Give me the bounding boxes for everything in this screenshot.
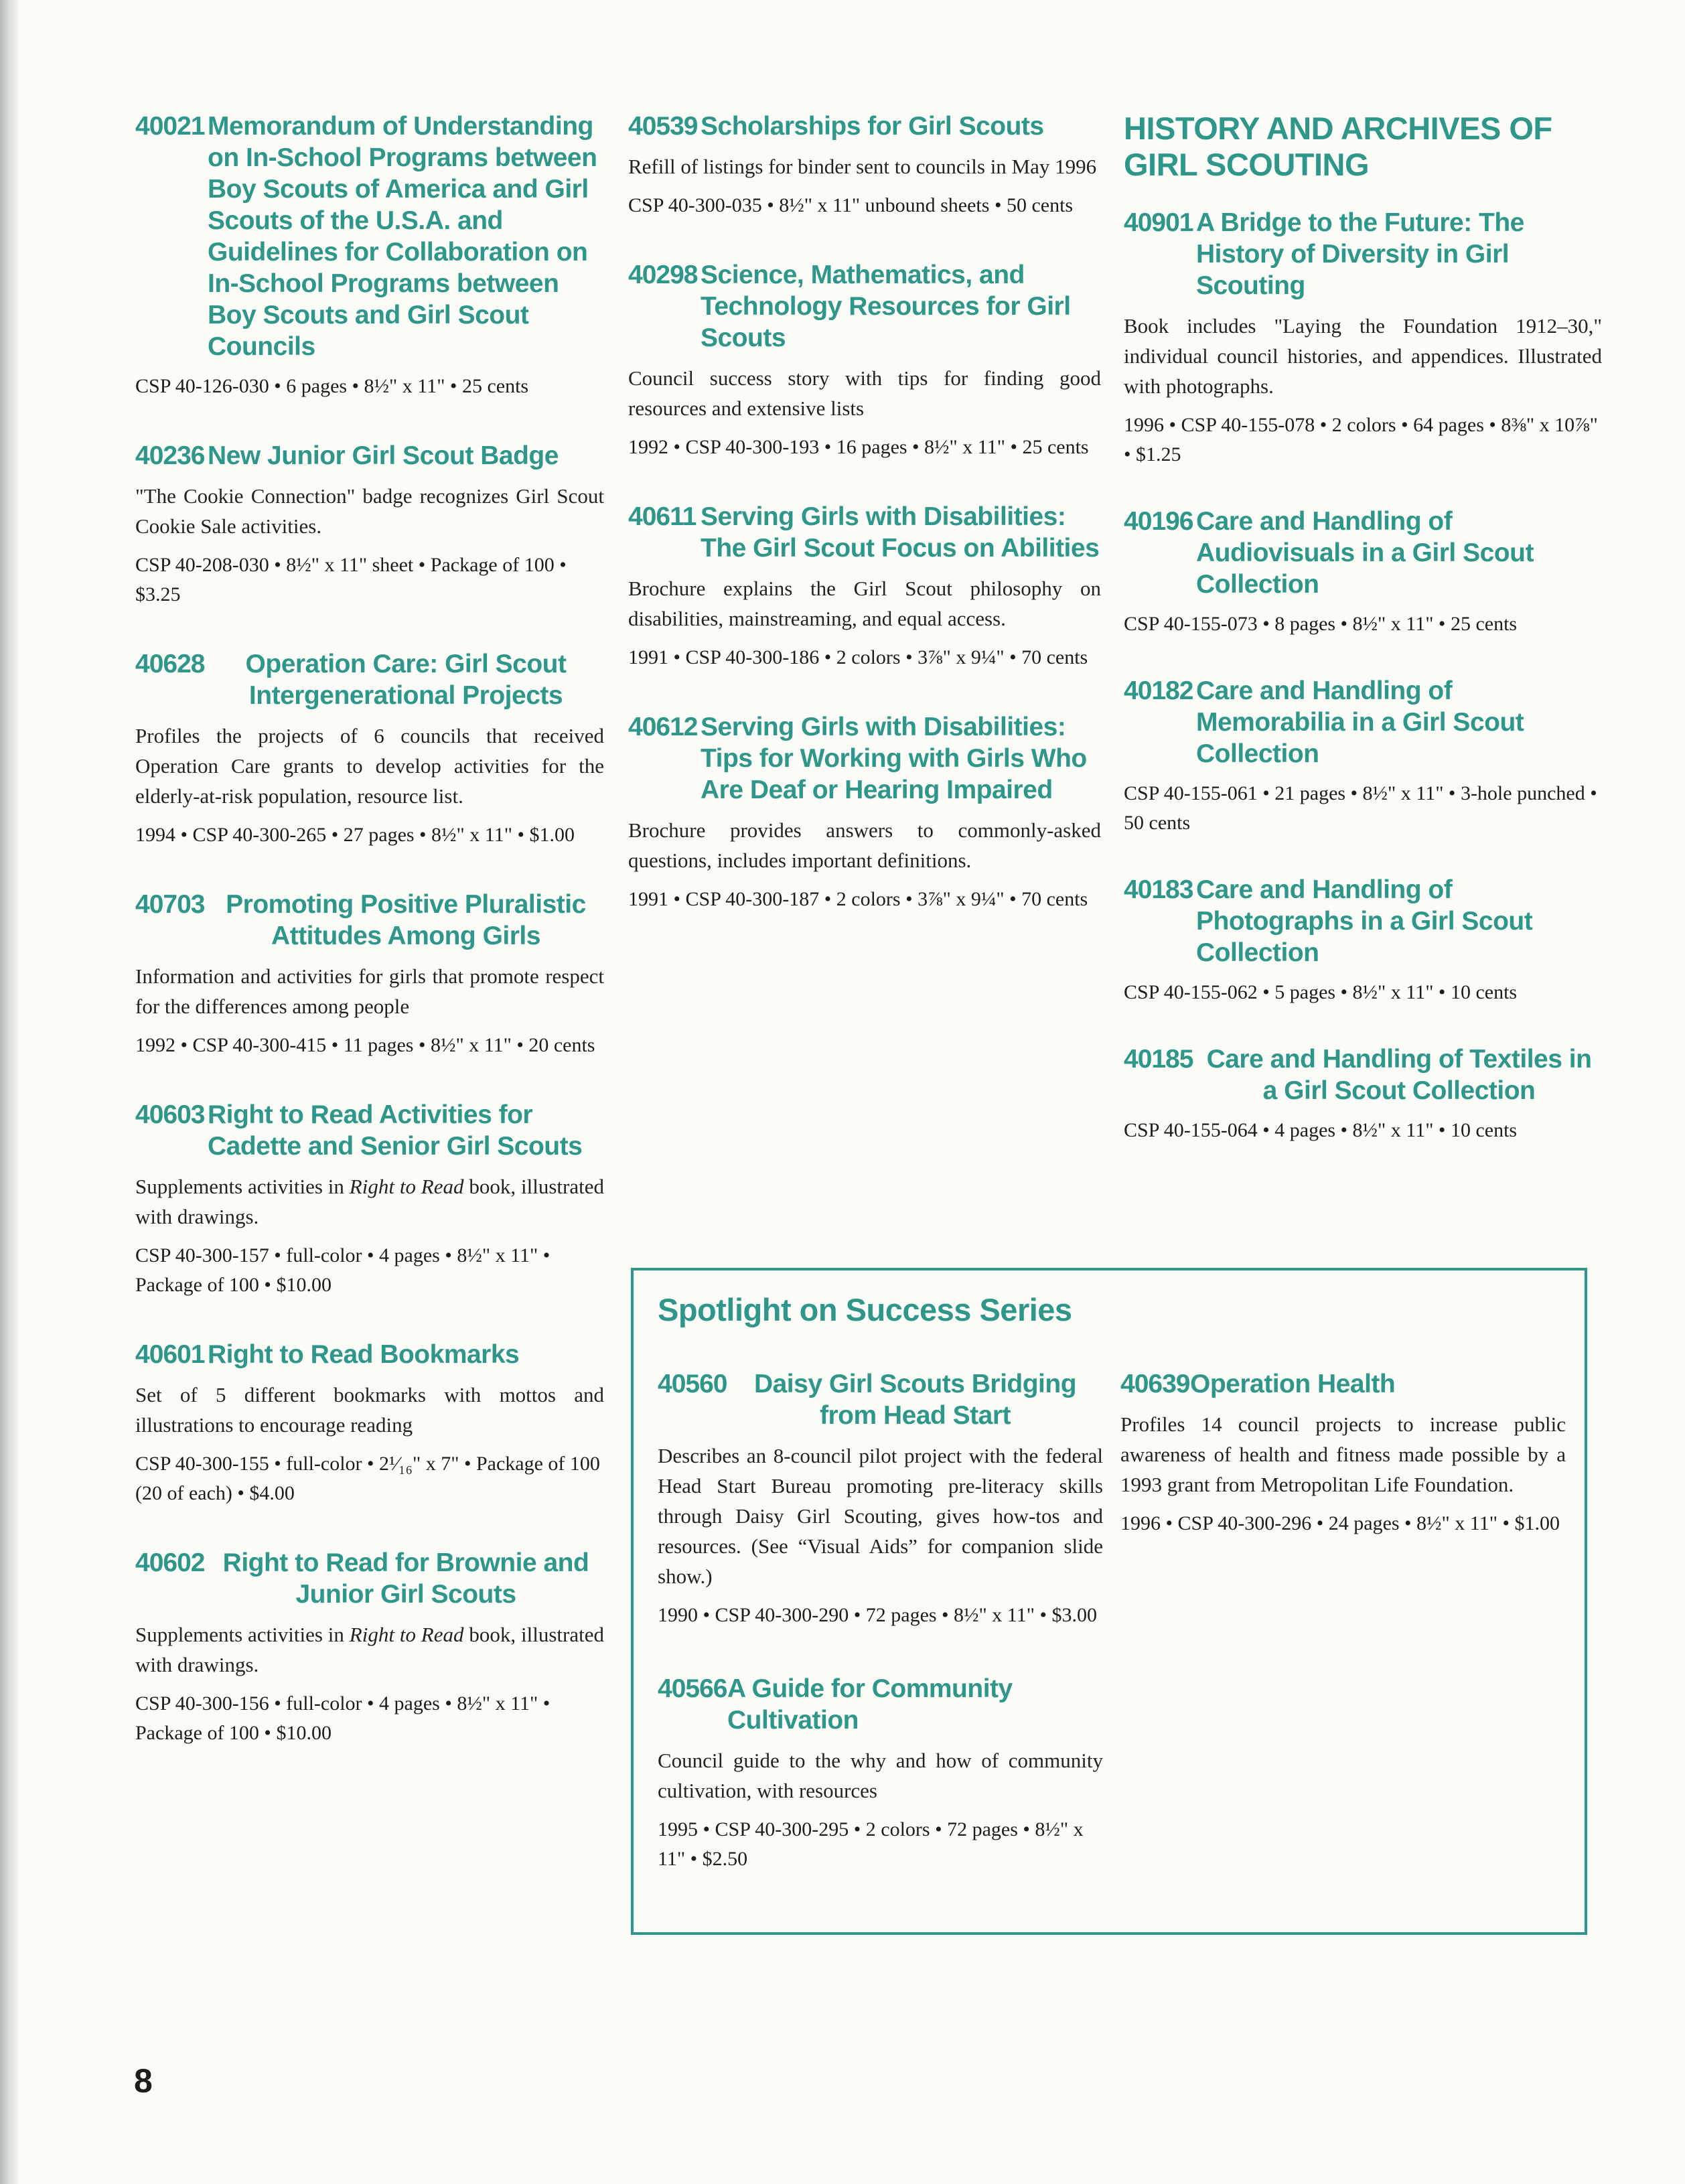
entry-header xyxy=(1124,874,1602,968)
entry-header xyxy=(135,648,604,711)
entry-40703 xyxy=(135,889,604,1060)
entry-header xyxy=(135,440,604,471)
entry-description: Refill of listings for binder sent to councils in May 1996 xyxy=(628,155,1097,178)
entry-header xyxy=(1124,506,1602,600)
spotlight-column-left xyxy=(658,1368,1103,1917)
entry-spec: CSP 40-126-030 • 6 pages • 8½" x 11" • 25 cents xyxy=(135,375,529,397)
entry-title: Serving Girls with Disabilities: The Girl Scout Focus on Abilities xyxy=(701,502,1100,563)
entry-spec: 1992 • CSP 40-300-415 • 11 pages • 8½" x 11" • 20 cents xyxy=(135,1034,595,1056)
entry-description: Describes an 8-council pilot project with the federal Head Start Bureau promoting pre-literacy skills through Daisy Girl Scouting, gives how-tos and resources. (See “Visual Aids” for companion slide show.) xyxy=(658,1444,1103,1588)
entry-spec: CSP 40-208-030 • 8½" x 11" sheet • Package of 100 • $3.25 xyxy=(135,554,567,605)
entry-40539 xyxy=(628,111,1101,220)
entry-description: Book includes "Laying the Foundation 1912–30," individual council histories, and appendices. Illustrated with photographs. xyxy=(1124,314,1602,398)
entry-header xyxy=(135,1547,604,1610)
entry-title: Care and Handling of Photographs in a Girl Scout Collection xyxy=(1196,875,1533,967)
scan-edge-shadow xyxy=(0,0,20,2184)
entry-description xyxy=(135,1619,604,1680)
entry-40639 xyxy=(1120,1368,1566,1538)
entry-number: 40183 xyxy=(1124,875,1193,904)
entry-description xyxy=(135,1171,604,1232)
entry-40196 xyxy=(1124,506,1602,639)
entry-spec: CSP 40-155-062 • 5 pages • 8½" x 11" • 10 cents xyxy=(1124,981,1518,1003)
entry-header xyxy=(628,501,1101,564)
entry-number: 40628 xyxy=(135,650,205,678)
entry-header xyxy=(1124,1043,1602,1106)
entry-header xyxy=(658,1368,1103,1431)
entry-title: Scholarships for Girl Scouts xyxy=(701,112,1044,141)
entry-spec: CSP 40-300-156 • full-color • 4 pages • 8½" x 11" • Package of 100 • $10.00 xyxy=(135,1692,551,1744)
entry-title: Memorandum of Understanding on In-School Programs between Boy Scouts of America and Girl Scouts of the U.S.A. and Guidelines for Collaboration on In-School Programs between Boy Scouts and Girl Scout Councils xyxy=(208,112,597,361)
entry-number: 40182 xyxy=(1124,676,1193,705)
entry-spec: 1992 • CSP 40-300-193 • 16 pages • 8½" x 11" • 25 cents xyxy=(628,436,1089,458)
entry-number: 40901 xyxy=(1124,208,1193,237)
entry-title: Promoting Positive Pluralistic Attitudes Among Girls xyxy=(226,890,586,950)
entry-number: 40196 xyxy=(1124,507,1193,536)
entry-spec: CSP 40-155-073 • 8 pages • 8½" x 11" • 25 cents xyxy=(1124,613,1518,635)
entry-description: Set of 5 different bookmarks with mottos and illustrations to encourage reading xyxy=(135,1383,604,1437)
desc-run: book, illustrated with drawings. xyxy=(135,1623,604,1676)
entry-spec: 1995 • CSP 40-300-295 • 2 colors • 72 pages • 8½" x 11" • $2.50 xyxy=(658,1818,1084,1870)
desc-run: Supplements activities in xyxy=(135,1175,350,1198)
entry-description: Council success story with tips for finding good resources and extensive lists xyxy=(628,366,1101,420)
entry-number: 40703 xyxy=(135,890,205,919)
entry-spec: 1990 • CSP 40-300-290 • 72 pages • 8½" x 11" • $3.00 xyxy=(658,1604,1097,1626)
entry-description: Profiles 14 council projects to increase public awareness of health and fitness made possible by a 1993 grant from Metropolitan Life Foundation. xyxy=(1120,1412,1566,1496)
entry-title: Care and Handling of Textiles in a Girl Scout Collection xyxy=(1206,1045,1592,1105)
entry-number: 40185 xyxy=(1124,1045,1193,1074)
desc-run-italic: Right to Read xyxy=(349,1175,464,1198)
entry-number: 40639 xyxy=(1120,1370,1190,1398)
entry-number: 40602 xyxy=(135,1548,205,1577)
desc-run: book, illustrated with drawings. xyxy=(135,1175,604,1228)
entry-title: Science, Mathematics, and Technology Resources for Girl Scouts xyxy=(701,261,1071,352)
entry-number: 40601 xyxy=(135,1340,205,1369)
entry-title: Operation Care: Girl Scout Intergenerational Projects xyxy=(245,650,567,710)
entry-title: Serving Girls with Disabilities: Tips for Working with Girls Who Are Deaf or Hearing Impaired xyxy=(701,713,1087,804)
entry-40560 xyxy=(658,1368,1103,1630)
entry-spec: CSP 40-155-064 • 4 pages • 8½" x 11" • 10 cents xyxy=(1124,1119,1518,1141)
entry-description: Profiles the projects of 6 councils that received Operation Care grants to develop activities for the elderly-at-risk population, resource list. xyxy=(135,724,604,808)
entry-number: 40603 xyxy=(135,1100,205,1129)
entry-40183 xyxy=(1124,874,1602,1007)
entry-40566 xyxy=(658,1673,1103,1874)
spotlight-columns xyxy=(658,1368,1566,1917)
entry-description: Brochure provides answers to commonly-asked questions, includes important definitions. xyxy=(628,818,1101,872)
entry-number: 40612 xyxy=(628,713,698,741)
entry-title: A Bridge to the Future: The History of Diversity in Girl Scouting xyxy=(1196,208,1524,300)
entry-header xyxy=(1120,1368,1566,1400)
spotlight-on-success-box xyxy=(631,1268,1587,1935)
entry-header xyxy=(658,1673,1103,1736)
entry-spec: 1991 • CSP 40-300-187 • 2 colors • 3⅞" x 9¼" • 70 cents xyxy=(628,888,1088,910)
entry-header xyxy=(1124,207,1602,301)
entry-40611 xyxy=(628,501,1101,672)
entry-header xyxy=(135,1099,604,1162)
entry-40602 xyxy=(135,1547,604,1748)
section-header-history-archives: HISTORY AND ARCHIVES OF GIRL SCOUTING xyxy=(1124,111,1552,182)
desc-run-italic: Right to Read xyxy=(349,1623,464,1646)
entry-number: 40021 xyxy=(135,112,205,141)
entry-spec: CSP 40-300-157 • full-color • 4 pages • 8½" x 11" • Package of 100 • $10.00 xyxy=(135,1244,551,1296)
entry-number: 40236 xyxy=(135,441,205,470)
entry-description: Council guide to the why and how of community cultivation, with resources xyxy=(658,1749,1103,1802)
entry-number: 40560 xyxy=(658,1370,727,1398)
desc-run: Supplements activities in xyxy=(135,1623,350,1646)
entry-40298 xyxy=(628,259,1101,462)
entry-40628 xyxy=(135,648,604,850)
entry-spec: CSP 40-155-061 • 21 pages • 8½" x 11" • 3-hole punched • 50 cents xyxy=(1124,782,1597,834)
entry-spec: 1996 • CSP 40-300-296 • 24 pages • 8½" x 11" • $1.00 xyxy=(1120,1512,1560,1534)
entry-40601 xyxy=(135,1339,604,1508)
entry-spec: 1991 • CSP 40-300-186 • 2 colors • 3⅞" x 9¼" • 70 cents xyxy=(628,646,1088,668)
entry-title: Right to Read Activities for Cadette and Senior Girl Scouts xyxy=(208,1100,583,1161)
entry-header xyxy=(628,111,1101,142)
entry-number: 40611 xyxy=(628,502,697,531)
entry-40021 xyxy=(135,111,604,401)
entry-title: New Junior Girl Scout Badge xyxy=(208,441,559,470)
entry-40603 xyxy=(135,1099,604,1300)
entry-spec: CSP 40-300-155 • full-color • 2¹⁄₁₆" x 7" • Package of 100 (20 of each) • $4.00 xyxy=(135,1453,600,1504)
entry-header xyxy=(628,711,1101,806)
entry-title: A Guide for Community Cultivation xyxy=(727,1674,1013,1735)
spotlight-box-header: Spotlight on Success Series xyxy=(658,1292,1072,1327)
page-number: 8 xyxy=(134,2062,153,2100)
entry-description: Brochure explains the Girl Scout philosophy on disabilities, mainstreaming, and equal access. xyxy=(628,577,1101,630)
entry-header xyxy=(135,111,604,362)
entry-40185 xyxy=(1124,1043,1602,1145)
entry-title: Care and Handling of Memorabilia in a Girl Scout Collection xyxy=(1196,676,1524,768)
entry-header xyxy=(628,259,1101,354)
spotlight-column-right xyxy=(1120,1368,1566,1917)
entry-40612 xyxy=(628,711,1101,914)
entry-40182 xyxy=(1124,675,1602,838)
entry-header xyxy=(135,1339,604,1370)
entry-40901 xyxy=(1124,207,1602,469)
entry-title: Care and Handling of Audiovisuals in a Girl Scout Collection xyxy=(1196,507,1534,599)
entry-number: 40539 xyxy=(628,112,698,141)
entry-title: Operation Health xyxy=(1190,1370,1396,1398)
column-middle xyxy=(628,111,1101,953)
entry-description: Information and activities for girls that promote respect for the differences among people xyxy=(135,964,604,1018)
column-left xyxy=(135,111,604,1787)
entry-title: Right to Read for Brownie and Junior Girl Scouts xyxy=(222,1548,589,1609)
entry-number: 40566 xyxy=(658,1674,727,1703)
entry-description: "The Cookie Connection" badge recognizes Girl Scout Cookie Sale activities. xyxy=(135,484,604,538)
entry-spec: CSP 40-300-035 • 8½" x 11" unbound sheets • 50 cents xyxy=(628,194,1074,216)
entry-title: Right to Read Bookmarks xyxy=(208,1340,520,1369)
entry-header xyxy=(1124,675,1602,770)
entry-number: 40298 xyxy=(628,261,698,289)
entry-header xyxy=(135,889,604,952)
entry-spec: 1996 • CSP 40-155-078 • 2 colors • 64 pages • 8⅜" x 10⅞" • $1.25 xyxy=(1124,414,1598,465)
entry-40236 xyxy=(135,440,604,609)
entry-title: Daisy Girl Scouts Bridging from Head Start xyxy=(753,1370,1077,1430)
column-right xyxy=(1124,111,1602,1181)
entry-spec: 1994 • CSP 40-300-265 • 27 pages • 8½" x 11" • $1.00 xyxy=(135,824,575,846)
